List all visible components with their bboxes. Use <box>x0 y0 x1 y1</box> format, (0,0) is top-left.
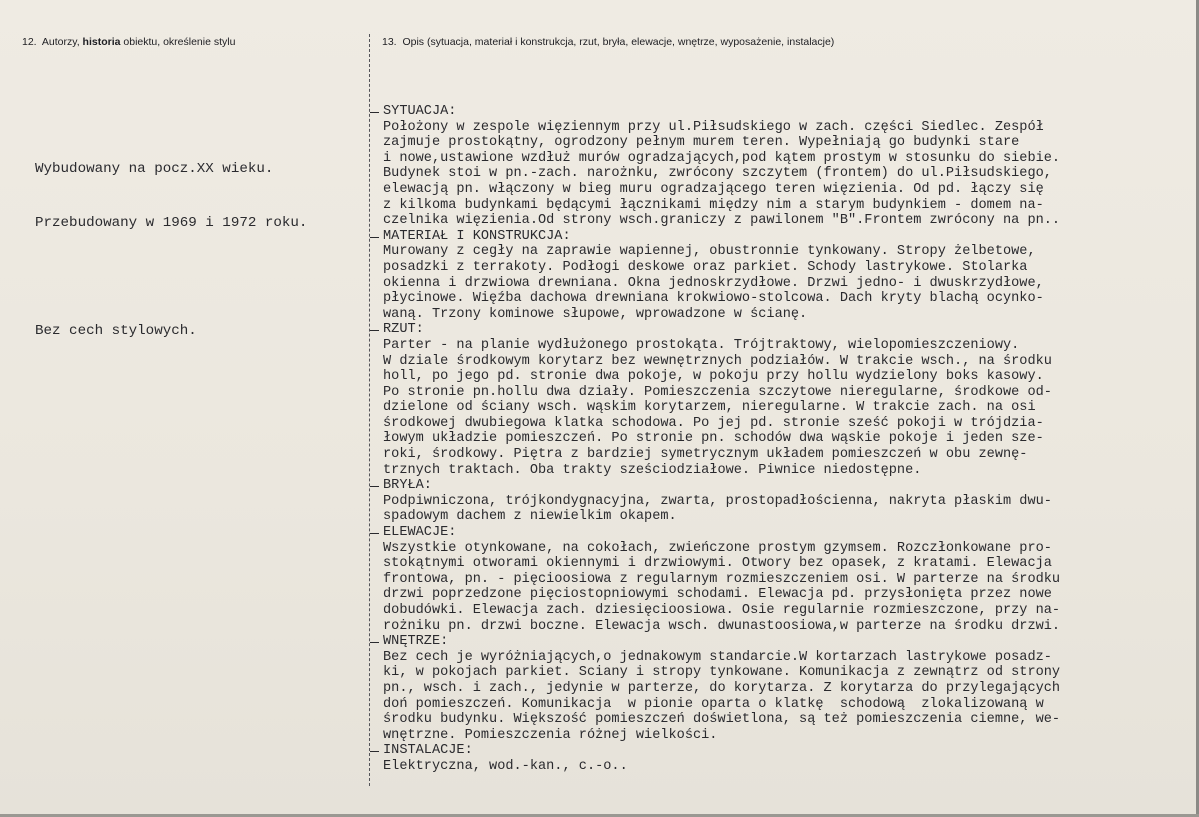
section-text-line: ki, w pokojach parkiet. Sciany i stropy tynkowane. Komunikacja z zewnątrz od strony <box>383 665 1061 681</box>
section-text-line: środku budynku. Większość pomieszczeń doświetlona, są też pomieszczenia ciemne, we- <box>383 712 1061 728</box>
section-text-line: drzwi poprzedzone pięciostopniowymi schodami. Elewacja pd. przysłonięta przez nowe <box>383 587 1052 603</box>
description-column <box>370 104 1196 775</box>
header-text-bold: historia <box>82 36 121 48</box>
section-text-line: z kilkoma budynkami będącymi łącznikami między nim a starym budynkiem - domem na- <box>383 197 1044 213</box>
section-text-line: posadzki z terrakoty. Podłogi deskowe oraz parkiet. Schody lastrykowe. Stolarka <box>383 259 1028 275</box>
section-text-line: czelnika więzienia.Od strony wsch.graniczy z pawilonem "B".Frontem zwrócony na pn.. <box>383 213 1061 229</box>
section-title: ELEWACJE: <box>370 525 1196 541</box>
section-text-line: frontowa, pn. - pięcioosiowa z regularnym rozmieszczeniem osi. W parterze na środku <box>383 571 1061 587</box>
text-line: Przebudowany w 1969 i 1972 roku. <box>35 215 308 231</box>
description-section <box>370 634 1196 743</box>
header-text: obiektu, określenie stylu <box>123 36 236 48</box>
section-text-line: zajmuje prostokątny, ogrodzony pełnym murem teren. Wypełniają go budynki stare <box>383 135 1020 151</box>
description-section <box>370 525 1196 634</box>
section-text-line: płycinowe. Więźba dachowa drewniana krokwiowo-stolcowa. Dach kryty blachą ocynko- <box>383 291 1044 307</box>
section-text-line: roki, środkowy. Piętra z bardziej symetrycznym układem pomieszczeń w obu zewnę- <box>383 447 1028 463</box>
section-text-line: waną. Trzony kominowe słupowe, wprowadzone w ścianę. <box>383 306 808 322</box>
section-title: INSTALACJE: <box>370 743 1196 759</box>
description-section <box>370 743 1196 774</box>
section-text-line: środkowej dwubiegowa klatka schodowa. Po jej pd. stronie sześć pokoji w trójdzia- <box>383 415 1044 431</box>
section-text-line: i nowe,ustawione wzdłuż murów ogradzających,pod kątem prostym w stosunku do siebie. <box>383 150 1061 166</box>
section-text-line: rożniku pn. drzwi boczne. Elewacja wsch. dwunastoosiowa,w parterze na środku drzwi. <box>383 618 1061 634</box>
header-number: 12. <box>22 36 37 48</box>
section-title: MATERIAŁ I KONSTRUKCJA: <box>370 229 1196 245</box>
authors-history-style-text <box>35 124 307 376</box>
column-header-right <box>382 36 834 48</box>
section-text-line: łowym układzie pomieszczeń. Po stronie pn. schodów dwa wąskie pokoje i jeden sze- <box>383 431 1044 447</box>
description-section <box>370 229 1196 323</box>
description-section <box>370 104 1196 229</box>
text-line: Bez cech stylowych. <box>35 323 197 339</box>
section-text-line: okienna i drzwiowa drewniana. Okna jednoskrzydłowe. Drzwi jedno- i dwuskrzydłowe, <box>383 275 1044 291</box>
section-text-line: Wszystkie otynkowane, na cokołach, zwieńczone prostym gzymsem. Rozczłonkowane pro- <box>383 540 1052 556</box>
section-text-line: wnętrzne. Pomieszczenia różnej wielkości. <box>383 727 718 743</box>
section-text-line: W dziale środkowym korytarz bez wewnętrznych podziałów. W trakcie wsch., na środku <box>383 353 1052 369</box>
section-text-line: Bez cech je wyróżniających,o jednakowym standarcie.W kortarzach lastrykowe posadz- <box>383 649 1052 665</box>
section-text-line: Murowany z cegły na zaprawie wapiennej, obustronnie tynkowany. Stropy żelbetowe, <box>383 244 1036 260</box>
section-text-line: dobudówki. Elewacja zach. dziesięcioosiowa. Osie regularnie rozmieszczone, przy na- <box>383 603 1061 618</box>
header-text: Autorzy, <box>41 36 80 48</box>
section-text-line: pn., wsch. i zach., jedynie w parterze, do korytarza. Z korytarza do przylegających <box>383 680 1061 696</box>
section-title: SYTUACJA: <box>370 104 1196 120</box>
section-text-line: holl, po jego pd. stronie dwa pokoje, w pokoju przy hollu wydzielony boks kasowy. <box>383 369 1044 385</box>
section-text-line: spadowym dachem z niewielkim okapem. <box>383 509 677 525</box>
text-line: Wybudowany na pocz.XX wieku. <box>35 161 274 177</box>
column-header-left <box>22 36 235 48</box>
section-title: WNĘTRZE: <box>370 634 1196 650</box>
header-number: 13. <box>382 36 397 48</box>
section-text-line: doń pomieszczeń. Komunikacja w pionie oparta o klatkę schodową zlokalizowaną w <box>383 696 1044 712</box>
section-text-line: Elektryczna, wod.-kan., c.-o.. <box>383 758 628 774</box>
section-title: RZUT: <box>370 322 1196 338</box>
section-text-line: Budynek stoi w pn.-zach. narożnku, zwrócony szczytem (frontem) do ul.Piłsudskiego, <box>383 166 1052 182</box>
section-title: BRYŁA: <box>370 478 1196 494</box>
section-text-line: Po stronie pn.hollu dwa działy. Pomieszczenia szczytowe nieregularne, środkowe od- <box>383 384 1052 400</box>
section-text-line: Podpiwniczona, trójkondygnacyjna, zwarta, prostopadłościenna, nakryta płaskim dwu- <box>383 493 1052 509</box>
section-text-line: stokątnymi otworami okiennymi i drzwiowymi. Otwory bez opasek, z kratami. Elewacja <box>383 556 1052 572</box>
section-text-line: dzielone od ściany wsch. wąskim korytarzem, nieregularne. W trakcie zach. na osi <box>383 400 1036 416</box>
description-section <box>370 322 1196 478</box>
section-text-line: elewacją pn. włączony w bieg muru ogradzającego teren więzienia. Od pd. łączy się <box>383 181 1044 197</box>
section-text-line: trznych traktach. Oba trakty sześciodziałowe. Piwnice niedostępne. <box>383 462 922 478</box>
description-section <box>370 478 1196 525</box>
section-text-line: Parter - na planie wydłużonego prostokąta. Trójtraktowy, wielopomieszczeniowy. <box>383 337 1020 353</box>
section-text-line: Położony w zespole więziennym przy ul.Piłsudskiego w zach. części Siedlec. Zespół <box>383 119 1044 135</box>
header-text: Opis (sytuacja, materiał i konstrukcja, rzut, bryła, elewacje, wnętrze, wyposażenie, instalacje) <box>402 36 835 48</box>
